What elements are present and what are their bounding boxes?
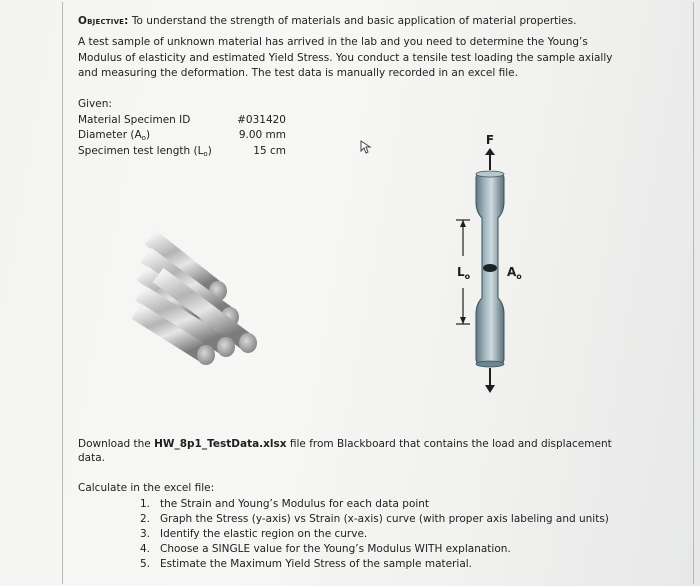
force-arrow-down-icon [485, 368, 495, 393]
area-label: $A_o$ [507, 265, 522, 281]
list-item: 1. the Strain and Young’s Modulus for each data point [140, 498, 430, 510]
objective-para-line-2: Modulus of elasticity and estimated Yield Stress. You conduct a tensile test loading the sample axially [78, 52, 613, 64]
cross-section-marker [483, 264, 497, 272]
steel-rods-image [130, 225, 270, 375]
length-label: $L_o$ [457, 265, 471, 281]
given-label-specimen-id: Material Specimen ID [78, 114, 191, 126]
tensile-specimen-diagram [440, 128, 550, 396]
force-label: F [485, 133, 495, 147]
given-label-length: Specimen test length $(L_o)$ [78, 145, 212, 158]
calculate-intro: Calculate in the excel file: [78, 482, 215, 494]
list-item: 2. Graph the Stress (y-axis) vs Strain (x-axis) curve (with proper axis labeling and units) [140, 513, 609, 525]
given-value-diameter: 9.00 mm [238, 129, 286, 141]
list-item: 4. Choose a SINGLE value for the Young’s Modulus WITH explanation. [140, 543, 511, 555]
objective-line [78, 14, 576, 28]
objective-para-line-1: A test sample of unknown material has arrived in the lab and you need to determine the Young’s [78, 36, 588, 48]
list-item: 3. Identify the elastic region on the curve. [140, 528, 368, 540]
download-filename: HW_8p1_TestData.xlsx [154, 438, 287, 450]
given-title: Given: [78, 98, 112, 110]
download-line-1: Download the HW_8p1_TestData.xlsx file from Blackboard that contains the load and displacement [78, 438, 612, 450]
given-value-length: 15 cm [253, 145, 286, 157]
download-line-2: data. [78, 452, 105, 464]
objective-para-line-3: and measuring the deformation. The test data is manually recorded in an excel file. [78, 67, 518, 79]
objective-heading: Objective: [78, 15, 129, 27]
given-label-diameter: Diameter $(A_o)$ [78, 129, 151, 142]
list-item: 5. Estimate the Maximum Yield Stress of the sample material. [140, 558, 473, 570]
force-arrow-up-icon [485, 148, 495, 170]
given-value-specimen-id: #031420 [237, 114, 286, 126]
mouse-cursor-icon [360, 140, 372, 154]
objective-text: To understand the strength of materials and basic application of material properties. [131, 15, 577, 27]
calculate-list [140, 497, 609, 571]
